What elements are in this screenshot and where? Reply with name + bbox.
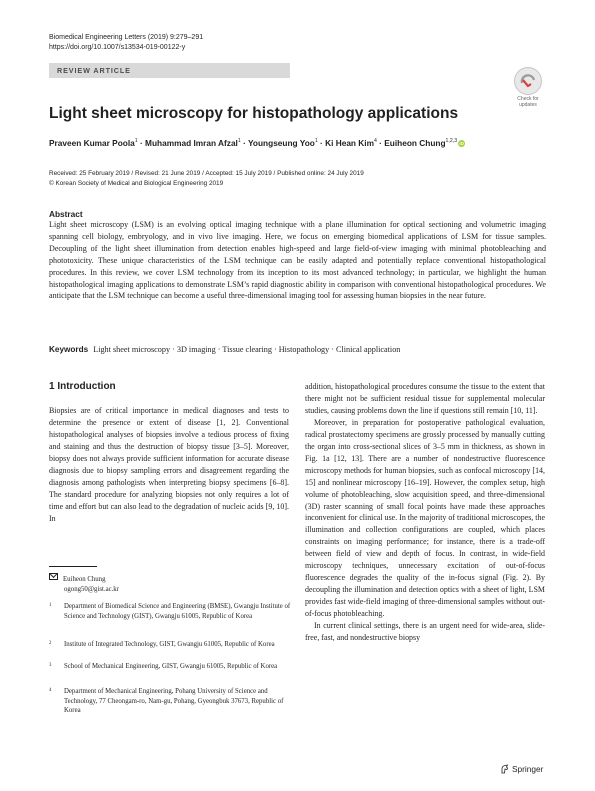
abstract-heading: Abstract	[49, 209, 83, 219]
check-updates-label: Check for updates	[517, 96, 539, 108]
check-updates-icon	[514, 67, 542, 95]
corresponding-name: Euiheon Chung	[63, 576, 106, 583]
author-name[interactable]: Euiheon Chung	[384, 138, 446, 148]
affiliation-number: 3	[49, 663, 52, 668]
body-column-right	[305, 381, 545, 644]
journal-citation: Biomedical Engineering Letters (2019) 9:279–291	[49, 34, 204, 41]
author-list: Praveen Kumar Poola$^1$ · Muhammad Imran Afzal$^1$ · Youngseung Yoo$^1$ · Ki Hean Kim$^4$ · Euiheon Chung$^{1,2,3}$ iD	[49, 138, 464, 148]
author-name[interactable]: Ki Hean Kim	[325, 138, 374, 148]
body-paragraph: addition, histopathological procedures consume the tissue to the extent that there might not be sufficient residual tissue for supplemental molecular studies, causing problems down the line if questions still remain [10, 11].	[305, 382, 545, 415]
affiliation-item	[49, 662, 294, 672]
dates-line: Received: 25 February 2019 / Revised: 21 June 2019 / Accepted: 15 July 2019 / Published online: 24 July 2019	[49, 170, 364, 177]
body-paragraph: In current clinical settings, there is an urgent need for wide-area, slide-free, fast, and nondestructive biopsy	[305, 621, 545, 643]
section-heading-introduction: 1 Introduction	[49, 381, 116, 392]
footnote-divider	[49, 566, 97, 567]
doi-link[interactable]: https://doi.org/10.1007/s13534-019-00122-y	[49, 43, 186, 51]
author-affiliation-marker: 4	[373, 138, 377, 144]
keywords	[49, 345, 400, 354]
journal-header	[49, 33, 203, 52]
body-paragraph: Biopsies are of critical importance in medical diagnoses and tests to determine the presence or extent of disease [1, 2]. Conventional histopathological analyses of biopsies involve a tedious process of fixing and staining and thus the destruction of biopsy tissue [3–5]. Moreover, biopsy does not always provide sufficient information for accurate disease diagnosis due to biopsy sampling errors and disagreement regarding the diagnosis among pathologists when interpreting biopsy specimens [6–8]. The standard procedure for analyzing biopsies not only requires a lot of time and effort but can also lead to the degradation of nucleic acids [9, 10]. In	[49, 406, 289, 523]
article-type-label: REVIEW ARTICLE	[57, 66, 131, 75]
orcid-icon[interactable]: iD	[459, 141, 464, 146]
abstract-text: Light sheet microscopy (LSM) is an evolving optical imaging technique with a plane illumination for optical sectioning and volumetric imaging spanning cell biology, embryology, and in vivo live imaging. Here, we focus on emerging biomedical applications of LSM for tissue samples. Decoupling of the light sheet illumination from detection enables high-speed and large field-of-view imaging with minimal photobleaching and phototoxicity. These unique characteristics of the LSM technique can be easily adapted and potentially replace conventional histopathological procedures. In this review, we cover LSM technology from its inception to its most advanced technology; in particular, we highlight the human histopathological imaging applications to demonstrate LSM’s rapid diagnostic ability in comparison with conventional histopathological procedures. We anticipate that the LSM technique can become a useful three-dimensional imaging tool for assessing human biopsies in the near future.	[49, 220, 546, 301]
author-name[interactable]: Praveen Kumar Poola	[49, 138, 135, 148]
affiliation-item	[49, 640, 294, 650]
affiliation-number: 4	[49, 688, 52, 693]
article-type-banner	[49, 63, 290, 78]
envelope-icon	[49, 573, 58, 580]
author-name[interactable]: Youngseung Yoo	[248, 138, 315, 148]
springer-horse-icon	[500, 764, 509, 774]
corresponding-author	[49, 573, 119, 594]
corresponding-email[interactable]: ogong50@gist.ac.kr	[64, 585, 119, 593]
article-history	[49, 169, 364, 188]
affiliation-text: School of Mechanical Engineering, GIST, Gwangju 61005, Republic of Korea	[64, 663, 278, 670]
affiliation-text: Institute of Integrated Technology, GIST, Gwangju 61005, Republic of Korea	[64, 641, 275, 648]
affiliation-item	[49, 602, 294, 621]
affiliation-number: 2	[49, 641, 52, 646]
affiliation-text: Department of Mechanical Engineering, Pohang University of Science and Technology, 77 Cheongam-ro, Nam-gu, Pohang, Gyeongbuk 37673, Republic of Korea	[64, 688, 284, 714]
publisher-name: Springer	[512, 764, 544, 774]
author-affiliation-marker: 1	[314, 138, 318, 144]
author-name[interactable]: Muhammad Imran Afzal	[145, 138, 238, 148]
keywords-text: Light sheet microscopy · 3D imaging · Tissue clearing · Histopathology · Clinical application	[93, 345, 401, 354]
affiliation-number: 1	[49, 603, 52, 608]
article-title: Light sheet microscopy for histopathology applications	[49, 105, 459, 122]
check-for-updates-button[interactable]	[513, 67, 543, 108]
author-affiliation-marker: 1,2,3	[445, 138, 458, 144]
body-paragraph: Moreover, in preparation for postoperative pathological evaluation, radical prostatectomy specimens are grossly processed by manually cutting the organ into cross-sectional slices of 3–5 mm in thickness, as shown in Fig. 1a [12, 13]. There are a number of nondestructive fluorescence microscopy methods for human biopsies, such as confocal microscopy [14, 15] and nonlinear microscopy [16–19]. However, the complex setup, high volume of photobleaching, slow acquisition speed, and three-dimensional (3D) raster scanning of small focal points have made these approaches inconvenient for clinical use. In the majority of traditional microscopes, the illumination and collection configurations are coupled, which places constraints on imaging performance; for instance, there is a trade-off between field of view and depth of focus. In contrast, in wide-field microscopy techniques, unnecessary excitation of out-of-focus fluorescence degrades the quality of the in-focus signal (Fig. 2). By decoupling the illumination and detection optics with a sheet of light, LSM provides fast wide-field imaging of three-dimensional samples without out-of-focus photobleaching.	[305, 417, 545, 619]
body-column-left	[49, 405, 289, 525]
author-affiliation-marker: 1	[134, 138, 138, 144]
author-affiliation-marker: 1	[237, 138, 241, 144]
affiliation-item	[49, 687, 294, 716]
copyright-line: © Korean Society of Medical and Biological Engineering 2019	[49, 179, 224, 187]
affiliation-text: Department of Biomedical Science and Engineering (BMSE), Gwangju Institute of Science and Technology (GIST), Gwangju 61005, Republic of Korea	[64, 603, 291, 620]
publisher-logo	[500, 764, 543, 774]
keywords-label: Keywords	[49, 345, 89, 354]
